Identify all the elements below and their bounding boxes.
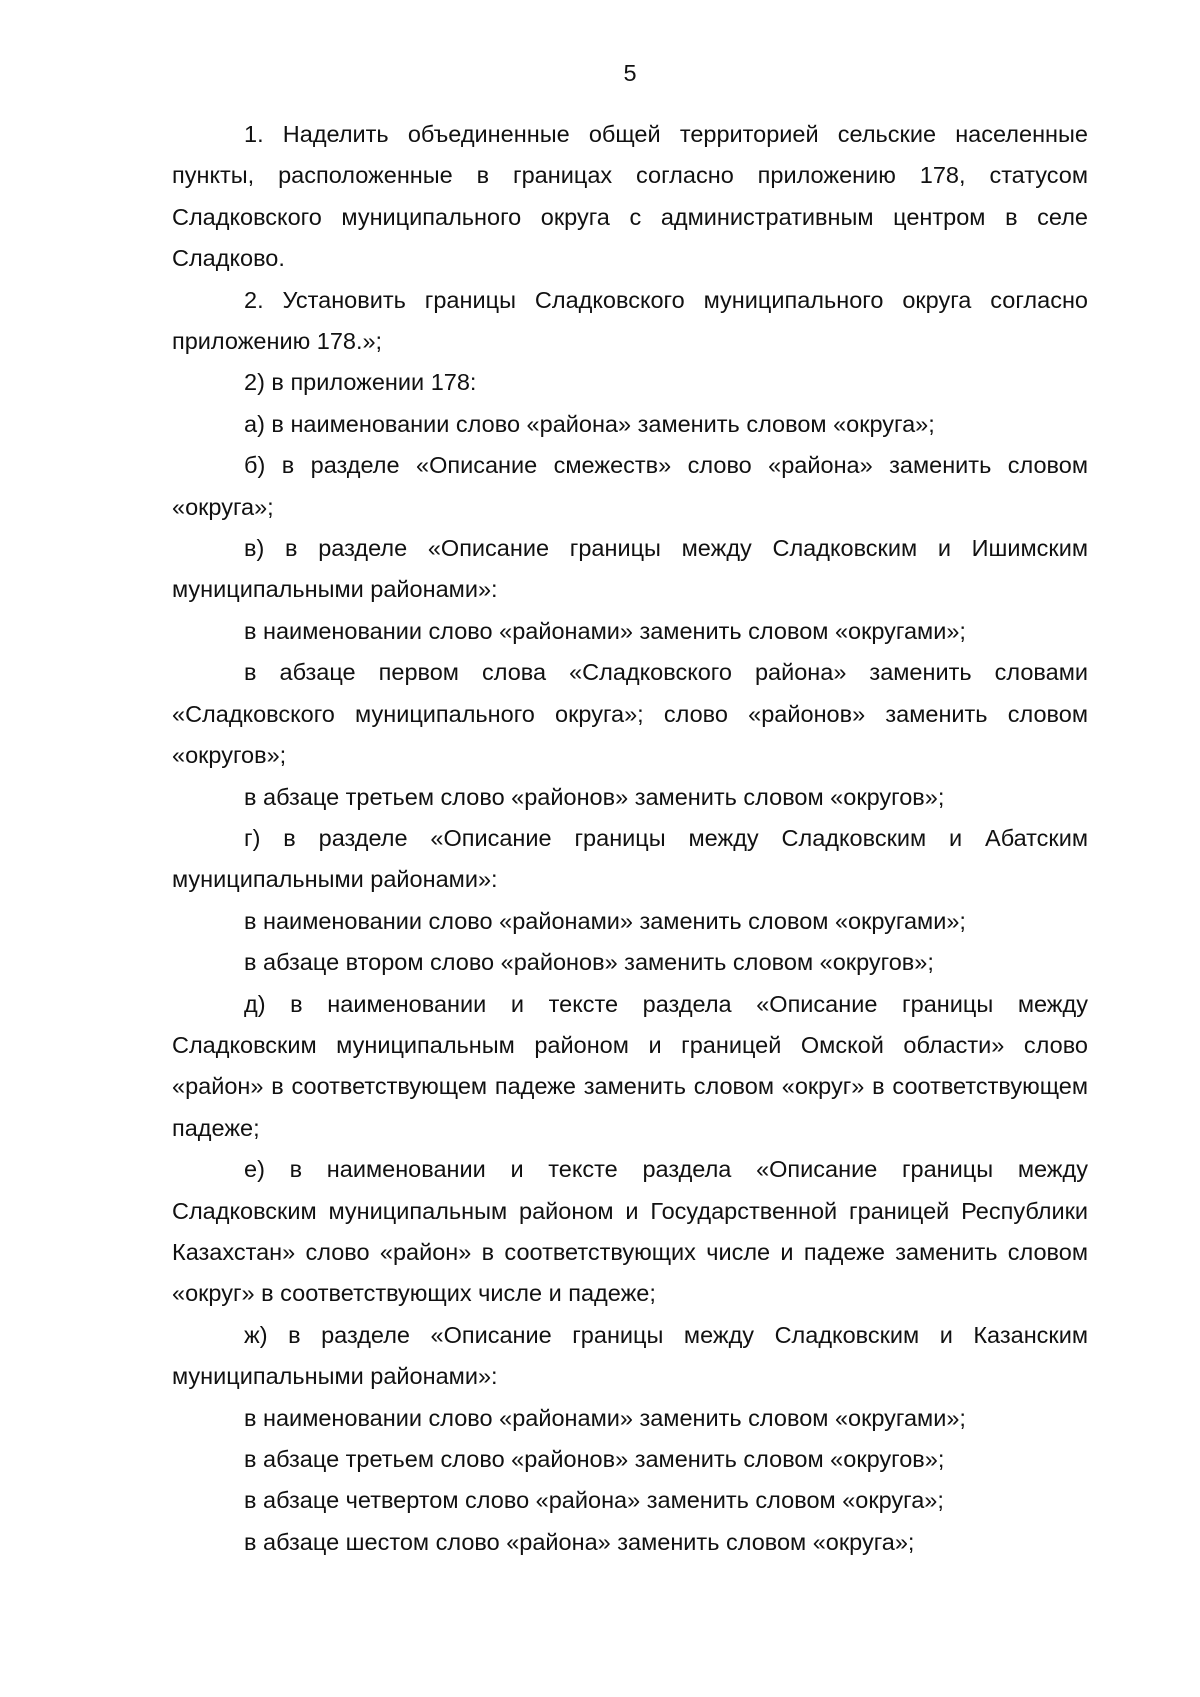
- paragraph-13: д) в наименовании и тексте раздела «Описание границы между Сладковским муниципальным районом и границей Омской области» слово «район» в соответствующем падеже заменить словом «округ» в соответствующем падеже;: [172, 990, 1088, 1141]
- paragraph-5: б) в разделе «Описание смежеств» слово «района» заменить словом «округа»;: [172, 452, 1088, 520]
- paragraph-19: в абзаце шестом слово «района» заменить словом «округа»;: [244, 1528, 915, 1555]
- paragraph-3: 2) в приложении 178:: [244, 369, 477, 396]
- paragraph-11: в наименовании слово «районами» заменить словом «округами»;: [244, 907, 966, 934]
- paragraph-2: 2. Установить границы Сладковского муниципального округа согласно приложению 178.»;: [172, 286, 1088, 355]
- paragraph-16: в наименовании слово «районами» заменить словом «округами»;: [244, 1404, 966, 1431]
- paragraph-12: в абзаце втором слово «районов» заменить словом «округов»;: [244, 949, 934, 976]
- paragraph-18: в абзаце четвертом слово «района» заменить словом «округа»;: [244, 1487, 944, 1514]
- paragraph-7: в наименовании слово «районами» заменить словом «округами»;: [244, 617, 966, 644]
- paragraph-14: е) в наименовании и тексте раздела «Описание границы между Сладковским муниципальным районом и Государственной границей Республики Казахстан» слово «район» в соответствующих числе и падеже заменить словом «округ» в соответствующих числе и падеже;: [172, 1156, 1088, 1307]
- paragraph-17: в абзаце третьем слово «районов» заменить словом «округов»;: [244, 1446, 945, 1472]
- paragraph-9: в абзаце третьем слово «районов» заменить словом «округов»;: [244, 783, 945, 810]
- paragraph-10: г) в разделе «Описание границы между Сладковским и Абатским муниципальными районами»:: [172, 824, 1088, 893]
- paragraph-6: в) в разделе «Описание границы между Сладковским и Ишимским муниципальными районами»:: [172, 535, 1088, 603]
- paragraph-4: а) в наименовании слово «района» заменить словом «округа»;: [244, 410, 935, 437]
- paragraph-1: 1. Наделить объединенные общей территорией сельские населенные пункты, расположенные в границах согласно приложению 178, статусом Сладковского муниципального округа с административным центром в селе Сладково.: [172, 121, 1088, 272]
- paragraph-15: ж) в разделе «Описание границы между Сладковским и Казанским муниципальными районами»:: [172, 1321, 1088, 1390]
- document-body: [172, 114, 1088, 1563]
- paragraph-8: в абзаце первом слова «Сладковского района» заменить словами «Сладковского муниципального округа»; слово «районов» заменить словом «округов»;: [172, 659, 1088, 769]
- page-number: 5: [623, 60, 637, 86]
